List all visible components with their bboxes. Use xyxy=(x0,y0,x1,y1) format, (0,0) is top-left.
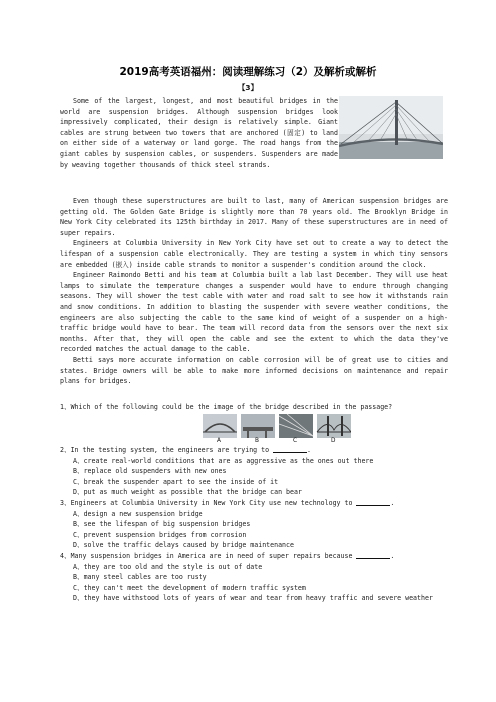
option-c-image xyxy=(279,414,313,438)
page-title: 2019高考英语福州：阅读理解练习（2）及解析或解析 xyxy=(119,66,377,78)
paragraph-1: Some of the largest, longest, and most beautiful bridges in the world are suspension bridges. Although suspension bridges look impressively complicated, their design is relatively simple. Giant cables are strung between two towers that are anchored (固定) to land on either side of a waterway or land gorge. The road hangs from the giant cables by suspension cables, or suspenders. Suspenders are made by weaving together thousands of thick steel strands. xyxy=(60,97,338,169)
option-label-d: D xyxy=(331,438,336,444)
answer-blank xyxy=(356,498,390,506)
option-label-a: A xyxy=(217,438,221,444)
option: D、solve the traffic delays caused by bridge maintenance xyxy=(73,541,294,550)
paragraph-4: Engineer Raimondo Betti and his team at Columbia built a lab last December. They will use heat lamps to simulate the temperature changes a suspender would have to endure through changing seasons. They will shower the test cable with water and road salt to see how it withstands rain and snow conditions. In addition to blasting the suspender with severe weather conditions, the engineers are also subjecting the cable to the same kind of weight of a suspender on a high-traffic bridge would have to bear. The team will record data from the sensors over the next six months. After that, they will open the cable and see the extent to which the data they've recorded matches the actual damage to the cable. xyxy=(60,271,448,354)
option: B、see the lifespan of big suspension bridges xyxy=(73,520,251,529)
question-3: 3、Engineers at Columbia University in New York City use new technology to . xyxy=(60,498,395,507)
answer-blank xyxy=(356,551,390,559)
option: A、create real-world conditions that are as aggressive as the ones out there xyxy=(73,456,374,465)
option-d-image xyxy=(317,414,351,438)
option-b-image xyxy=(241,414,275,438)
body-text xyxy=(60,196,448,387)
questions-2-4 xyxy=(60,445,448,604)
option: C、break the suspender apart to see the inside of it xyxy=(73,477,279,486)
option: C、prevent suspension bridges from corrosion xyxy=(73,530,247,539)
paragraph-3: Engineers at Columbia University in New York City have set out to create a way to detect the lifespan of a suspension cable electronically. They are testing a system in which tiny sensors are embedded (嵌入) inside cable strands to monitor a suspender's condition around the clock. xyxy=(60,239,448,269)
question-4: 4、Many suspension bridges in America are in need of super repairs because . xyxy=(60,551,395,560)
option-label-c: C xyxy=(293,438,298,444)
paragraph-2: Even though these superstructures are built to last, many of American suspension bridges are getting old. The Golden Gate Bridge is slightly more than 70 years old. The Brooklyn Bridge in New York City celebrated its 125th birthday in 2017. Many of these superstructures are in need of super repairs. xyxy=(60,197,448,237)
section-marker: 【3】 xyxy=(238,83,258,92)
paragraph-5: Betti says more accurate information on cable corrosion will be of great use to cities and states. Bridge owners will be able to make more informed decisions on maintenance and repair plans for bridges. xyxy=(60,355,448,386)
question-1: 1、Which of the following could be the image of the bridge described in the passage? xyxy=(60,403,393,411)
option-a-image xyxy=(203,414,237,438)
option: A、design a new suspension bridge xyxy=(73,509,203,518)
option: C、they can't meet the development of modern traffic system xyxy=(73,583,306,592)
paragraph-1-part xyxy=(60,96,338,170)
bridge-photo xyxy=(339,96,443,159)
option: D、put as much weight as possible that the bridge can bear xyxy=(73,488,302,497)
option: B、replace old suspenders with new ones xyxy=(73,467,227,476)
option: D、they have withstood lots of years of wear and tear from heavy traffic and severe weather xyxy=(73,594,433,603)
option: A、they are too old and the style is out of date xyxy=(73,562,263,571)
option-label-b: B xyxy=(255,438,259,444)
question-2: 2、In the testing system, the engineers are trying to . xyxy=(60,446,312,454)
bridge-option-images xyxy=(203,414,351,438)
answer-blank xyxy=(273,445,307,453)
option: B、many steel cables are too rusty xyxy=(73,573,207,582)
